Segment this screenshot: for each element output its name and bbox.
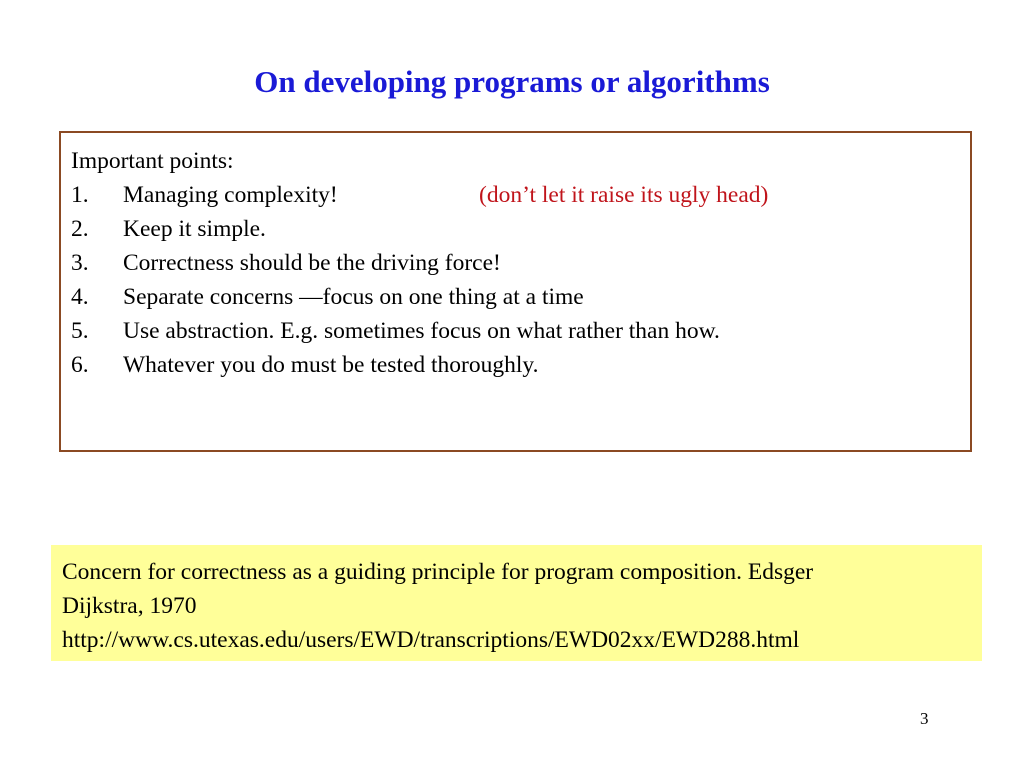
- point-number: 5.: [71, 318, 89, 344]
- point-number: 1.: [71, 182, 89, 208]
- point-text: Whatever you do must be tested thoroughly.: [123, 352, 539, 378]
- point-text: Use abstraction. E.g. sometimes focus on what rather than how.: [123, 318, 720, 344]
- slide-title: On developing programs or algorithms: [254, 64, 770, 99]
- point-item-4: [71, 280, 970, 314]
- point-note: (don’t let it raise its ugly head): [479, 182, 769, 208]
- point-item-5: [71, 314, 970, 348]
- point-item-1: [71, 178, 970, 212]
- point-item-2: [71, 212, 970, 246]
- quote-line: Concern for correctness as a guiding principle for program composition. Edsger: [62, 559, 814, 585]
- reference-quote-box: [51, 545, 982, 661]
- point-number: 2.: [71, 216, 89, 242]
- page-number: 3: [920, 709, 929, 728]
- quote-line: Dijkstra, 1970: [62, 593, 197, 619]
- point-text: Keep it simple.: [123, 216, 266, 242]
- point-number: 3.: [71, 250, 89, 276]
- point-number: 6.: [71, 352, 89, 378]
- point-list: [71, 178, 970, 382]
- point-text: Managing complexity!: [123, 182, 338, 208]
- points-heading: Important points:: [71, 148, 234, 174]
- point-item-3: [71, 246, 970, 280]
- point-item-6: [71, 348, 970, 382]
- point-text: Separate concerns —focus on one thing at a time: [123, 284, 584, 310]
- reference-url: http://www.cs.utexas.edu/users/EWD/transcriptions/EWD02xx/EWD288.html: [62, 627, 800, 653]
- important-points-box: [59, 131, 972, 452]
- point-text: Correctness should be the driving force!: [123, 250, 501, 276]
- point-number: 4.: [71, 284, 89, 310]
